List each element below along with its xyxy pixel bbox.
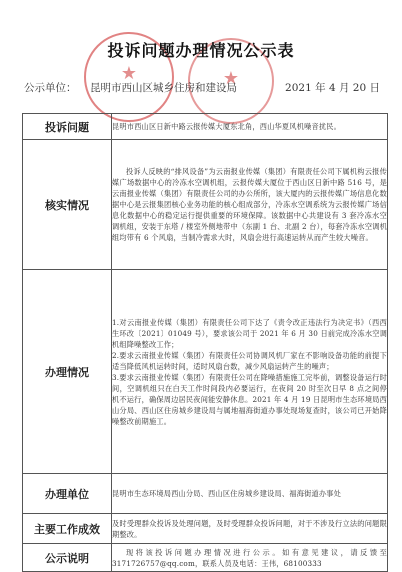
row-content: [112, 140, 388, 270]
row-heading: 办理情况: [23, 270, 112, 474]
row-heading: 公示说明: [23, 544, 112, 572]
paragraph: 投诉人反映的“排风设备”为云南报业传媒（集团）有限责任公司下属机构云报传媒广场数据中心的冷冻水空调机组，云报传媒大厦位于西山区日新中路 516 号，是云南报业传媒（集团）有限责任公司的办公所所，该大厦内的云报传媒广场信息化数据中心是云报集团核心业务功能的核心组成部分，冷冻水空调系统为云报传媒广场信息化数据中心的稳定运行提供重要的环境保障。该数据中心共建设有 3 套冷冻水空调机组，安装于东塔 / 楼室外侧地带中（东副 1 台、北副 2 台），每套冷冻水空调机组均带有 6 个风扇，当制冷需求大时，风扇会进行高速运转从而产生较大噪音。: [112, 167, 387, 242]
paragraph: 及时受理群众投诉及处理问题，及时受理群众投诉问题，对于不涉及行立法的问题限期整改。: [112, 518, 387, 539]
row-heading: 办理单位: [23, 474, 112, 514]
unit-value: 昆明市西山区城乡住房和建设局: [90, 82, 237, 94]
paragraph: 昆明市西山区日新中路云报传媒大厦东北角，西山华夏风机噪音扰民。: [112, 122, 342, 131]
table-row-verification: [23, 140, 388, 270]
paragraph: 现将该投诉问题办理情况进行公示。如有意见建议，请反馈至 3171726757@qq.com，联系人员及电话：王伟，68100333: [112, 547, 387, 568]
paragraph: 3.要求云南报业传媒（集团）有限责任公司在降噪措施施工完毕前，调整设备运行时间，空调机组只在白天工作时间段内必要运行，在夜间 20 时至次日早 8 点之间停机不运行，确保周边居民夜间能安静休息。2021 年 4 月 19 日昆明市生态环境局西山分局、西山区住房城乡建设局与属地福海街道办事处现场复查时，该公司已开始降噪整改前期施工。: [112, 372, 387, 426]
official-seal-right: ★: [188, 38, 274, 124]
row-content: [112, 474, 388, 514]
table-row-handling-units: [23, 474, 388, 514]
unit-label: 公示单位：: [24, 82, 77, 94]
paragraph: 2.要求云南报业传媒（集团）有限责任公司协调风机厂家在不影响设备功能的前提下适当降低风机运转时间，适时风扇台数，减少风扇运转产生的噪声；: [112, 350, 387, 371]
disclosure-table: [22, 113, 388, 572]
official-seal-left: ★: [84, 32, 174, 122]
document-title: 投诉问题办理情况公示表: [107, 41, 295, 60]
row-heading: 主要工作成效: [23, 514, 112, 544]
row-content: [112, 270, 388, 474]
paragraph: 昆明市生态环境局西山分局、西山区住房城乡建设局、福海街道办事处: [112, 489, 342, 498]
row-heading: 核实情况: [23, 140, 112, 270]
table-row-handling: [23, 270, 388, 474]
unit-row: [24, 80, 380, 96]
publish-date: 2021 年 4 月 20 日: [285, 82, 380, 94]
row-content: [112, 114, 388, 140]
row-content: [112, 544, 388, 572]
table-row-complaint: [23, 114, 388, 140]
table-row-notice: [23, 544, 388, 572]
paragraph: 1.对云南报业传媒（集团）有限责任公司下达了《责令改正违法行为决定书》（西西生环改〔2021〕01049 号），要求该公司于 2021 年 6 月 30 日前完成冷冻水空调机组降噪整改工作；: [112, 317, 387, 349]
row-heading: 投诉问题: [23, 114, 112, 140]
row-content: [112, 514, 388, 544]
table-row-results: [23, 514, 388, 544]
